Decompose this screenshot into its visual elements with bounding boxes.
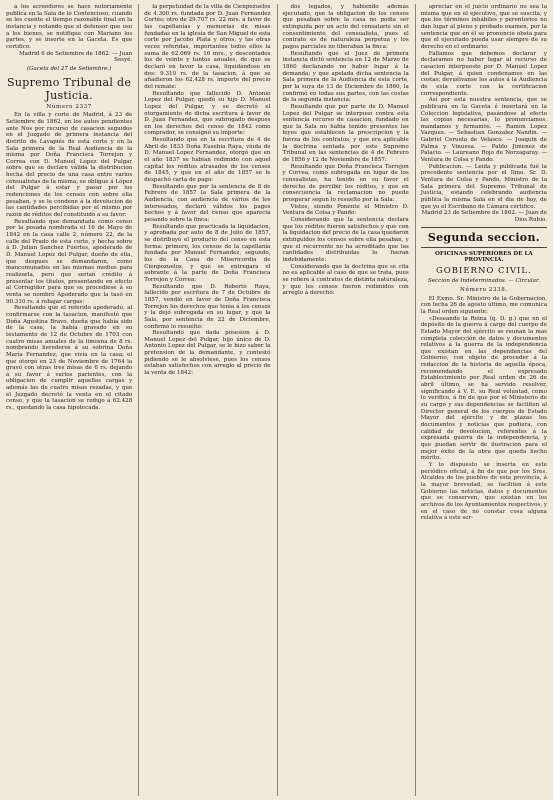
signature-line: Madrid 23 de Setiembre de 1862. — Juan de Dios Rubio. [421,210,547,223]
section-title: Supremo Tribunal de Justicia. [7,75,132,102]
paragraph: Resultando que demandada como censo por la posada nombrada el 16 de Mayo de 1842 en la casa calle 2, número 22, de la calle del Prado de esta corte, y hecha sobre á D. Julian Sanchez Fuertes, apoderado de D. Manuel Lopez del Pulgar, dueño de ella, que despues se demandaron, como mancomunados en las mismas medios para realizarla, pero que serian crédito á presentar los títulos, presentando en efecto al Corregidor para que se procediese á su venta se nombró Apoderado que la tasó en 90.310 rs. á rebajar cargas: [6,218,133,305]
gazette-reference: (Gaceta del 27 de Setiembre.) [26,65,112,72]
paragraph: «Deseando la Reina (q. D. g.) que en el depósito de la guerra á cargo del cuerpo de Estado Mayor del ejército se reunan la mas completa colección de datos y documentos relativos á la guerra de la independencia que existan en las dependencias del Gobierno, con objeto de proceder á la redaccion de la historia de aquella época, recomendando el expresado Establecimiento por Real orden de 26 de abril último, se ha servido resolver, significando á V. E. su Real voluntad, como lo verifico, á fin de que por el Ministerio de su cargo y sus dependencias se faciliten al Director general de los cuerpos de Estado Mayor del ejército y de plazas los documentos y noticias que pudiera, con calidad de devolucion, referentes á la expresada guerra de la independencia, y que puedan servir de ilustracion para el mejor éxito de la obra que queda hecho mérito. [420,315,547,462]
number-label: Número 2337 [46,103,92,110]
government-heading: GOBIERNO CIVIL. [435,266,532,277]
paragraph: Resultando que dada posesion á D. Manuel Lopez del Pulgar, hijo único de D. Antonio Lopez del Pulgar, se le hizo saber la pretension de la demandante, y contestó pidiendo se le absolviese, pues los censos estaban satisfechos con arreglo al precio de la venta de 1842: [144,330,271,377]
paragraph: Vistos, siendo Ponente el Ministro D. Ventura de Colsa y Pando: [282,203,409,217]
paragraph: Resultando que el Juez de primera instancia dictó sentencia en 12 de Marzo de 1860 declarando no haber lugar á la demanda; y que apelada dicha sentencia la Sala primera de la Audiencia de esta corte, por la suya de 13 de Diciembre de 1860, la confirmó en todas sus partes, con las costas de la segunda instancia: [282,50,409,104]
column-2 [138,4,270,796]
subsection-title: Seccion de Indeterminados. — Circular. [427,278,540,285]
paragraph: Resultando que en la escritura de 4 de Abril de 1833 Doña Eusebia Raya, viuda de D. Manuel Lopez Fernandez, otorgó que en el año 1837 se habian redimido con aquel capital los réditos atrasados de los censos de 1845, y que en el año de 1857 se le despachó carta de pago: [144,137,271,184]
paragraph: Así por esta nuestra sentencia, que se publicará en la Gaceta é insertará en la Coleccion legislativa, pasándose al efecto las copias necesarias, lo pronunciamos, mandamos y firmamos. — Ramon Lopez Vazquez. — Sebastian Gonzalez Nandin. — Gabriel Ceruelo de Velasco. — Joaquin de Palma y Vinuesa. — Pablo Jimenez de Palacio. — Laureano Rojo de Norzagaray. — Ventura de Colsa y Pando. [420,97,547,164]
paragraph: apreciar en el juicio ordinario no sea la misma que en el ejecutivo, que se suscita, y que los términos inhábiles y perentorios no dan lugar al pleno y probado examen, por la sentencia que en él se pronuncie obsta para que el ejecutado pueda usar siempre de su derecho en el ordinario: [420,4,547,50]
divider [421,247,547,248]
paragraph: El Exmo. Sr. Ministro de la Gobernacion, con fecha 26 de agosto último, me comunica la Real orden siguiente: [420,295,547,315]
paragraph: Considerando que la sentencia declara que los réditos fueron satisfechos y que con la liquidacion del precio de la casa quedaron extinguidos los censos sobre ella pesaban, y que el recurrente no ha acreditado que las cantidades distribuidas lo fueran indebidamente: [282,217,409,263]
paragraph: Fallamos que debemos declarar y declaramos no haber lugar al recurso de casacion interpuesto por D. Manuel Lopez del Pulgar, á quien condenamos en las costas; devuélvanse los autos á la Audiencia de esta corte con la certificacion correspondiente. [420,50,547,97]
signature-line: Madrid 6 de Setiembre de 1862. — Juan Sesyé. [18,50,133,64]
circular-number: Número 2338. [459,286,508,293]
paragraph: Resultando que Doña Francisca Torrejon y Correa, como subrogada en lugar de los censualistas, ha tenido en su favor el derecho de percibir los réditos, y que en consecuencia la reclamacion no puede prosperar segun lo resuelto por la Sala: [282,163,409,204]
paragraph: dos legados, y habiendo además ejecutado, que la obligacion de los censos que pesaban sobre la casa no podia ser extinguida por un acto del censatario sin el consentimiento del censualista, pues el contrato es de naturaleza perpetua y los pagos parciales no liberaban la finca: [282,4,409,50]
divider [421,227,547,228]
offices-heading: OFICINAS SUPERIORES DE LA PROVINCIA. [435,250,533,264]
section-heading: Segunda seccion. [427,230,540,244]
paragraph: Resultando que por la sentencia de 8 de Febrero de 1857 la Sala primera de la Audiencia, con audiencia de varios de los interesados, declaró válidos los pagos hechos y á favor del censo que aparecia pesando sobre la finca: [144,183,271,223]
paragraph: Resultando que D. Roberto Raya, fallecido por escritura de 7 de Octubre de 1857, vendió en favor de Doña Francisca Torrejon los derechos que tenia á los censos y la dejó subrogada en su lugar, y que la Sala, por sentencia de 22 de Diciembre, confirmó lo resuelto: [144,283,271,330]
column-3 [277,4,409,796]
paragraph: Y lo dispuesto se inserta en este periódico oficial, á fin de que por los Sres. Alcaldes de los pueblos de esta provincia, á la mayor brevedad, se faciliten á este Gobierno las noticias, datos y documentos que se conserven, que existan en los archivos de los Ayuntamientos respectivos, y en el caso de no constar cosa alguna relativa á este ser- [420,461,547,522]
paragraph: Resultando que el referido apoderado, al confirmarse con la tasacion, manifestó que Doña Agustina Bravo, dueña que había sido de la casa, la había gravado en su testamento de 12 de Octubre de 1703 con cuatro misas anuales de la limosna de 8 rs. nombrando herederos á su sobrina Doña María Fernandez, que vivía en la casa; el que otorgó en 23 de Noviembre de 1764 la gravó con otras tres misas de 6 rs. dejando á su favor á varios parientes, con la obligacion de cumplir aquellas cargas y además las de cuatro misas rezadas, y que el Juzgado decretó la venta en el citado censo, y que la tasacion se redujo á 62.428 rs., quedando la casa hipotecada. [6,305,133,412]
column-1 [6,4,132,796]
column-4 [415,4,547,796]
paragraph: Resultando que por parte de D. Manuel Lopez del Pulgar se interpuso contra esta sentencia recurso de casacion, fundado en que la Sala no habia tenido presentes las leyes que establecen la prescripcion y la fuerza de los contratos, y que era aplicable la doctrina sentada por este Supremo Tribunal en las sentencias de 4 de Febrero de 1856 y 12 de Noviembre de 1857: [282,103,409,164]
paragraph: Considerando que la doctrina que se cita no es aplicable al caso de que se trata, pues se refiere á contratos de distinta naturaleza, y que los censos fueron redimidos con arreglo á derecho: [282,263,409,297]
paragraph: Resultando que fallecido D. Antonio Lopez del Pulgar, quedó su hijo D. Manuel Lopez del Pulgar, y se decretó el otorgamiento de dicha escritura á favor de D. Juan Fernandez, que subrogado despues en los derechos del censo de 1842 como comprador, se consignó su importe: [144,90,271,137]
paragraph: Publicacion. — Leida y publicada fué la precedente sentencia por el Ilmo. Sr. D. Ventura de Colsa y Pando, Ministro de la Sala primera del Supremo Tribunal de Justicia, estando celebrando audiencia pública la misma Sala en el dia de hoy, de que yo el Escribano de Cámara certifico. [420,163,547,210]
paragraph: Resultando que practicada la liquidacion, y aprobada por auto de 8 de Julio de 1857, se distribuyó el producto del censo en esta forma: primero, los censos de la capellanía fundada por Manuel Fernandez, segundo, los de la Casa de Misericordia de Cienpozuelos, y que se entregara el sobrante á la parte de Doña Francisca Torrejon y Correa: [144,223,271,283]
paragraph: la perpetuidad de la villa de Cienpozuelos de 4.300 rs. fundada por D. Juan Fernandez Cortés; otro de 29.707 rs. 22 mrs. á favor de las capellanías y memorias de misas fundadas en la iglesia de San Miguel de esta corte por Jacobo Plata y otros, y las otras veces referidas, importantes todos ellos la suma de 62.069 rs. 16 mrs., y descontados los de veinte y tantos anuales, de que se declaró en favor la casa, liquidándose en dos: 9.310 rs. de la tasacion, á que se añadieron los 62.428 rs. importe del precio del remate: [144,4,271,90]
paragraph: En la villa y corte de Madrid, á 23 de Setiembre de 1862, en los autos pendientes ante Nos por recurso de casacion seguidos en el Juzgado de primera instancia del distrito de Lavapiés de esta corte y en la Sala primera de la Real Audiencia de la misma por Doña Francisca Torrejon y Correa con D. Manuel Lopez del Pulgar sobre que se declare válida la distribucion hecha del precio de una casa entre varios censualistas de la misma, se obligue á López del Pulgar á estar y pasar por los redenciones de los censos con sobre ella pesaban, y se le condene á la devolucion de las cantidades percibidas por el mismo por razon de réditos del constituido a su favor: [6,112,133,219]
fragment-top: á los acreedores se hace notoriamente publica en la Sala de lo Contencioso, cuando se les cuente el tiempo razonable final en la instancia y notando que el defensor que uso a los bienes, se notifique con Mariano los partes, y se inserte en la Gaceta. Es que certifico. [6,4,133,50]
